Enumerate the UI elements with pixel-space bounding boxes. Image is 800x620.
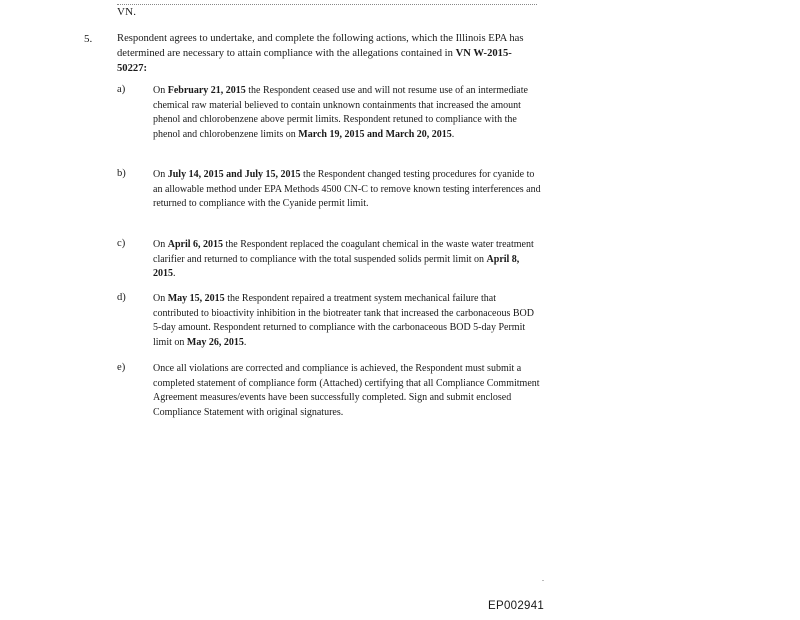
item-text-segment: .	[451, 128, 455, 140]
item-text	[153, 84, 543, 142]
item-text	[153, 292, 543, 350]
item-text-segment: On	[153, 85, 168, 96]
item-text-segment: the Respondent repaired a treatment system mechanical failure that contributed to bioactivity inhibition in the biotreater tank that increased the carbonaceous BOD 5-day amount. Respondent returned to compliance with the carbonaceous BOD 5-day Permit limit on	[153, 293, 534, 348]
item-date: February 21, 2015	[167, 85, 246, 96]
item-label: b)	[117, 168, 126, 179]
item-date: March 19, 2015 and March 20, 2015	[298, 128, 452, 140]
previous-page-fragment	[117, 6, 136, 18]
violation-notice-number: VN W-2015-50227:	[117, 48, 512, 74]
item-date: May 26, 2015	[186, 336, 244, 348]
paragraph-number: 5.	[84, 33, 93, 45]
item-text-segment: On	[153, 239, 168, 250]
item-text-segment: On	[153, 293, 168, 304]
bates-number: EP002941	[488, 600, 545, 612]
item-date: May 15, 2015	[167, 293, 225, 304]
scan-speck	[542, 580, 544, 581]
item-text-segment: .	[243, 336, 247, 348]
item-text-segment: the Respondent changed testing procedures for cyanide to an allowable method under EPA Methods 4500 CN-C to remove known testing interferences and returned to compliance with the Cyanide permit limit.	[153, 169, 541, 210]
paragraph-body	[117, 31, 537, 76]
item-date: April 6, 2015	[167, 239, 224, 250]
item-text	[153, 168, 543, 212]
paragraph-text: Respondent agrees to undertake, and complete the following actions, which the Illinois EPA has determined are necessary to attain compliance with the allegations contained in	[117, 33, 524, 59]
item-text-segment: the Respondent replaced the coagulant chemical in the waste water treatment clarifier and returned to compliance with the total suspended solids permit limit on	[153, 239, 534, 265]
item-text	[153, 238, 543, 282]
item-text	[153, 362, 543, 420]
item-text-segment: the Respondent ceased use and will not resume use of an intermediate chemical raw material believed to contain unknown containments that increased the amount phenol and chlorobenzene above permit limits. Respondent retuned to compliance with the phenol and chlorobenzene limits on	[153, 85, 528, 140]
item-label: a)	[117, 84, 126, 95]
item-text-segment: .	[173, 268, 176, 280]
item-label: c)	[117, 238, 126, 249]
item-text-segment: Once all violations are corrected and compliance is achieved, the Respondent must submit a completed statement of compliance form (Attached) certifying that all Compliance Commitment Agreement measures/events have been successfully completed. Sign and submit enclosed Compliance Statement with original signatures.	[153, 363, 540, 418]
cut-off-text-line	[117, 0, 537, 5]
item-date: April 8, 2015	[153, 253, 520, 280]
item-label: d)	[117, 292, 126, 303]
item-label: e)	[117, 362, 126, 373]
item-date: July 14, 2015 and July 15, 2015	[167, 169, 301, 180]
item-text-segment: On	[153, 169, 168, 180]
fragment-text: VN.	[117, 6, 137, 18]
